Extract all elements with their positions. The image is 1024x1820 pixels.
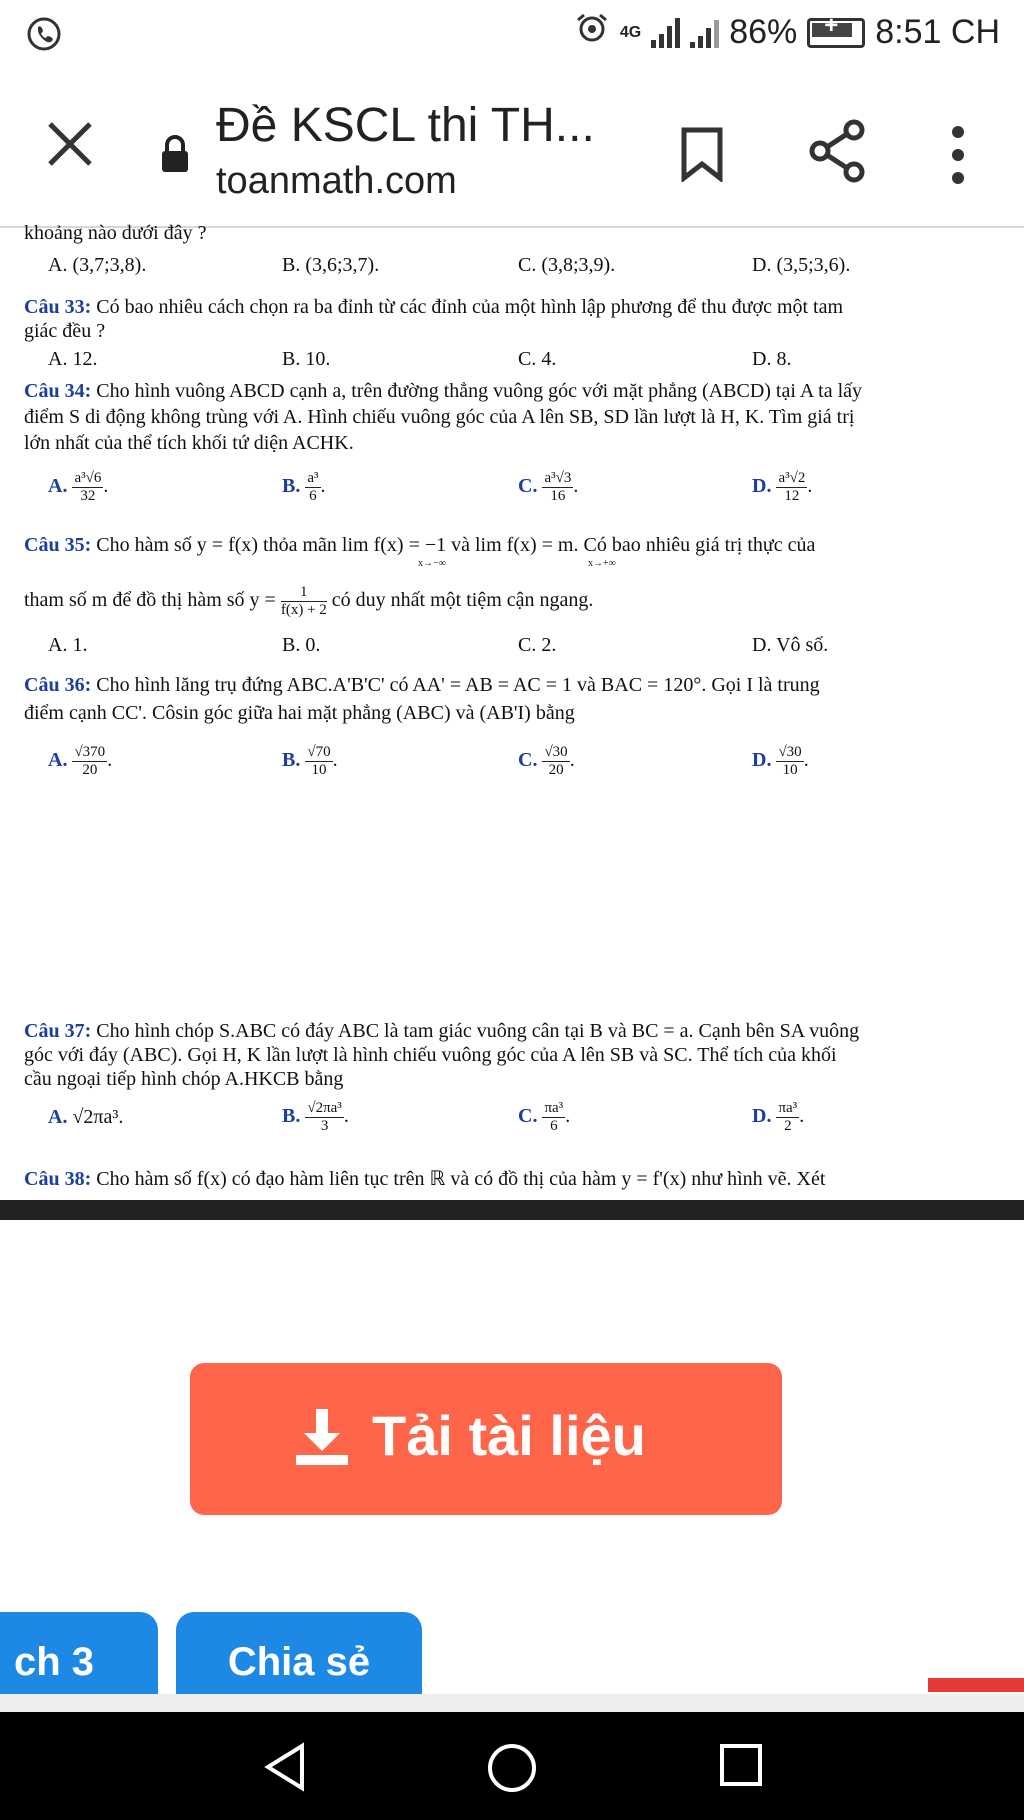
q38-text: Câu 38: Cho hàm số f(x) có đạo hàm liên tục trên ℝ và có đồ thị của hàm y = f'(x) như hình vẽ. Xét (24, 1168, 826, 1190)
q35-option-d: D. Vô số. (752, 634, 829, 656)
q35-label: Câu 35: (24, 534, 92, 556)
document-page-4[interactable] (0, 1020, 1024, 1200)
intro-line: khoảng nào dưới đây ? (24, 222, 207, 244)
home-icon[interactable] (486, 1742, 538, 1794)
bottom-strip (0, 1694, 1024, 1712)
q38-label: Câu 38: (24, 1168, 92, 1190)
q35-option-c: C. 2. (518, 634, 557, 656)
download-label: Tải tài liệu (372, 1404, 646, 1467)
q37-text: Câu 37: Cho hình chóp S.ABC có đáy ABC là tam giác vuông cân tại B và BC = a. Cạnh bên SA vuông (24, 1020, 860, 1042)
q35-text: Câu 35: Cho hàm số y = f(x) thỏa mãn lim f(x) = −1 và lim f(x) = m. Có bao nhiêu giá trị thực của (24, 534, 816, 556)
q37-option-c: C. $\frac{\text{πa³}}{6}$ . (518, 1100, 571, 1134)
download-icon (290, 1405, 354, 1469)
download-button[interactable] (190, 1363, 782, 1515)
q37-text-3: cầu ngoại tiếp hình chóp A.HKCB bằng (24, 1068, 344, 1090)
q35-limit-1: x→−∞ (418, 558, 446, 569)
q33-option-a: A. 12. (48, 348, 98, 370)
system-nav-bar (0, 1712, 1024, 1820)
q33-label: Câu 33: (24, 296, 92, 318)
q33-option-c: C. 4. (518, 348, 557, 370)
more-options-icon[interactable] (946, 122, 970, 188)
browser-toolbar (0, 76, 1024, 228)
q37-option-a: A. √2πa³. (48, 1106, 124, 1128)
recents-icon[interactable] (718, 1742, 764, 1788)
q34-option-d: D. $\frac{\text{a³√2}}{12}$ . (752, 470, 813, 504)
share-button[interactable]: Chia sẻ (176, 1612, 422, 1710)
clock: 8:51 CH (875, 13, 1000, 51)
chapter-button[interactable]: ch 3 (0, 1612, 158, 1710)
q36-label: Câu 36: (24, 674, 92, 696)
q33-text-2: giác đều ? (24, 320, 106, 342)
q37-text-2: góc với đáy (ABC). Gọi H, K lần lượt là hình chiếu vuông góc của A lên SB và SC. Thể tích của khối (24, 1044, 837, 1066)
q35-option-b: B. 0. (282, 634, 321, 656)
q35-limit-2: x→+∞ (588, 558, 616, 569)
q34-option-b: B. $\frac{\text{a³}}{6}$ . (282, 470, 326, 504)
q35-option-a: A. 1. (48, 634, 88, 656)
q36-text: Câu 36: Cho hình lăng trụ đứng ABC.A'B'C' có AA' = AB = AC = 1 và BAC = 120°. Gọi I là trung (24, 674, 820, 696)
q34-text-2: điểm S di động không trùng với A. Hình chiếu vuông góc của A lên SB, SD lần lượt là H, K. Tìm giá trị (24, 406, 855, 428)
q32-option-d: D. (3,5;3,6). (752, 254, 851, 276)
network-type: 4G (619, 23, 642, 41)
status-bar (0, 0, 1024, 76)
q37-option-d: D. $\frac{\text{πa³}}{2}$ . (752, 1100, 805, 1134)
q32-option-c: C. (3,8;3,9). (518, 254, 616, 276)
close-icon[interactable] (44, 118, 96, 170)
q33-text: Câu 33: Có bao nhiêu cách chọn ra ba đỉnh từ các đỉnh của một hình lập phương để thu được một tam (24, 296, 844, 318)
signal-icon (651, 18, 680, 48)
q36-option-c: C. $\frac{√30}{20}$ . (518, 744, 575, 778)
q34-label: Câu 34: (24, 380, 92, 402)
battery-percent: 86% (729, 13, 798, 51)
share-icon[interactable] (808, 118, 868, 184)
q37-option-b: B. $\frac{\text{√2πa³}}{3}$ . (282, 1100, 349, 1134)
q32-option-b: B. (3,6;3,7). (282, 254, 380, 276)
call-icon (26, 16, 62, 57)
q36-option-d: D. $\frac{√30}{10}$ . (752, 744, 809, 778)
q35-fraction: $\frac{1}{f(x) + 2}$ (280, 584, 327, 618)
page-domain: toanmath.com (216, 160, 457, 202)
alarm-icon (574, 12, 610, 53)
q36-text-2: điểm cạnh CC'. Côsin góc giữa hai mặt phẳng (ABC) và (AB'I) bằng (24, 702, 575, 724)
bookmark-icon[interactable] (680, 126, 724, 182)
page-title: Đề KSCL thi TH... (216, 99, 595, 152)
q35-text-2: tham số m để đồ thị hàm số y = $\frac{1}{f(x) + 2}$ có duy nhất một tiệm cận ngang. (24, 584, 594, 618)
battery-icon (807, 18, 865, 48)
q33-option-b: B. 10. (282, 348, 331, 370)
q37-label: Câu 37: (24, 1020, 92, 1042)
q34-text-3: lớn nhất của thể tích khối tứ diện ACHK. (24, 432, 354, 454)
progress-indicator (928, 1678, 1024, 1692)
lock-icon (160, 134, 190, 174)
q33-option-d: D. 8. (752, 348, 792, 370)
q32-option-a: A. (3,7;3,8). (48, 254, 147, 276)
q36-option-a: A. $\frac{√370}{20}$ . (48, 744, 113, 778)
q34-text: Câu 34: Cho hình vuông ABCD cạnh a, trên đường thẳng vuông góc với mặt phẳng (ABCD) tại A ta lấy (24, 380, 863, 402)
q36-option-b: B. $\frac{√70}{10}$ . (282, 744, 338, 778)
q34-option-c: C. $\frac{\text{a³√3}}{16}$ . (518, 470, 579, 504)
back-icon[interactable] (262, 1742, 308, 1792)
q34-option-a: A. $\frac{\text{a³√6}}{32}$ . (48, 470, 109, 504)
signal-icon-2 (690, 18, 719, 48)
